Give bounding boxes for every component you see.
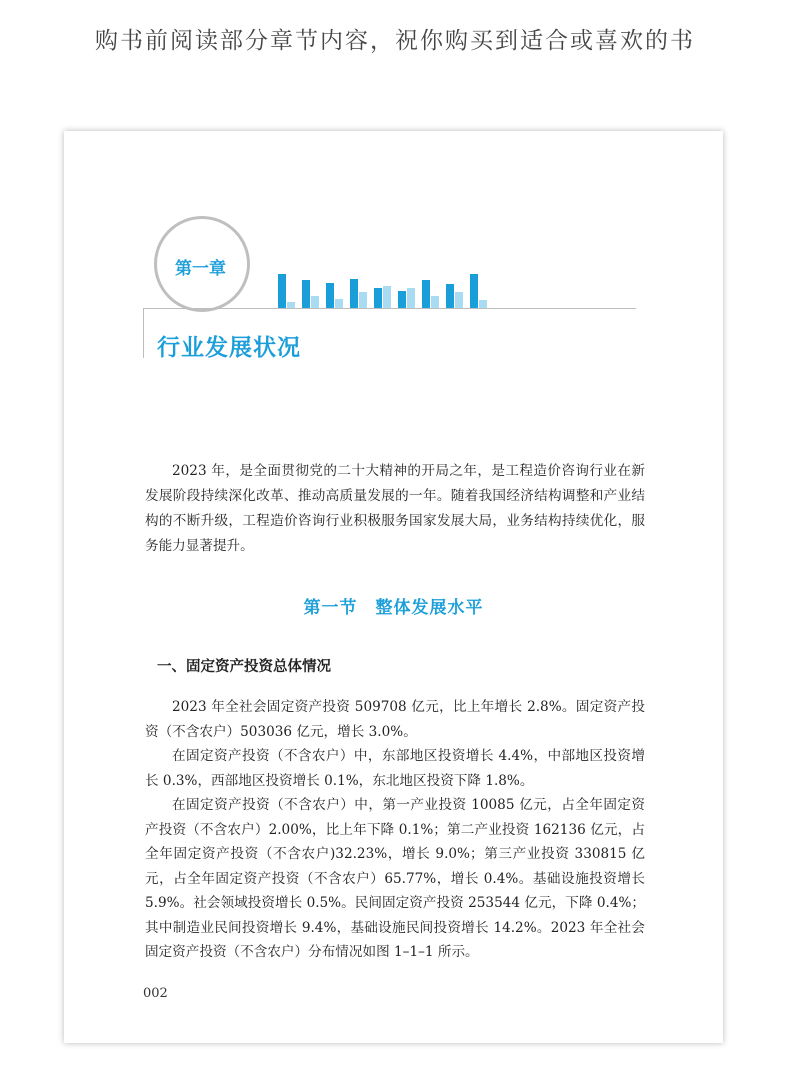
header-rule-vertical	[143, 308, 144, 358]
decorative-bar-dark	[278, 274, 286, 308]
section-title: 第一节 整体发展水平	[303, 598, 484, 618]
paragraph: 在固定资产投资（不含农户）中，东部地区投资增长 4.4%，中部地区投资增长 0.3%，西部地区投资增长 0.1%，东北地区投资下降 1.8%。	[145, 748, 645, 789]
book-page	[64, 131, 723, 1043]
decorative-bar-light	[311, 296, 319, 308]
decorative-bar-dark	[446, 284, 454, 308]
decorative-bar-graphic	[260, 264, 520, 308]
page-number: 002	[143, 986, 168, 1001]
decorative-bar-dark	[302, 280, 310, 308]
decorative-bar-light	[407, 288, 415, 308]
chapter-label: 第一章	[175, 259, 226, 279]
decorative-bar-dark	[374, 288, 382, 308]
header-rule	[143, 308, 636, 309]
decorative-bar-light	[431, 296, 439, 308]
preview-banner: 购书前阅读部分章节内容，祝你购买到适合或喜欢的书	[95, 28, 695, 54]
decorative-bar-dark	[470, 274, 478, 308]
subheading: 一、固定资产投资总体情况	[157, 659, 331, 675]
decorative-bar-light	[335, 299, 343, 308]
decorative-bar-light	[383, 286, 391, 308]
paragraph: 在固定资产投资（不含农户）中，第一产业投资 10085 亿元，占全年固定资产投资（不含农户）2.00%，比上年下降 0.1%；第二产业投资 162136 亿元，占全年固定资产投资（不含农户)32.23%，增长 9.0%；第三产业投资 330815 亿元，占全年固定资产投资（不含农户）65.77%，增长 0.4%。基础设施投资增长 5.9%。社会领域投资增长 0.5%。民间固定资产投资 253544 亿元，下降 0.4%；其中制造业民间投资增长 9.4%，基础设施民间投资增长 14.2%。2023 年全社会固定资产投资（不含农户）分布情况如图 1–1–1 所示。	[145, 797, 645, 960]
decorative-bar-dark	[350, 279, 358, 308]
decorative-bar-light	[359, 292, 367, 308]
chapter-title: 行业发展状况	[157, 334, 301, 361]
decorative-bar-light	[479, 300, 487, 308]
decorative-bar-dark	[326, 283, 334, 308]
intro-paragraph: 2023 年，是全面贯彻党的二十大精神的开局之年，是工程造价咨询行业在新发展阶段持续深化改革、推动高质量发展的一年。随着我国经济结构调整和产业结构的不断升级，工程造价咨询行业积极服务国家发展大局，业务结构持续优化，服务能力显著提升。	[145, 463, 645, 554]
body-text	[145, 695, 645, 965]
decorative-bar-light	[455, 292, 463, 308]
paragraph: 2023 年全社会固定资产投资 509708 亿元，比上年增长 2.8%。固定资产投资（不含农户）503036 亿元，增长 3.0%。	[145, 699, 645, 740]
decorative-bar-dark	[398, 291, 406, 308]
decorative-bar-dark	[422, 280, 430, 308]
